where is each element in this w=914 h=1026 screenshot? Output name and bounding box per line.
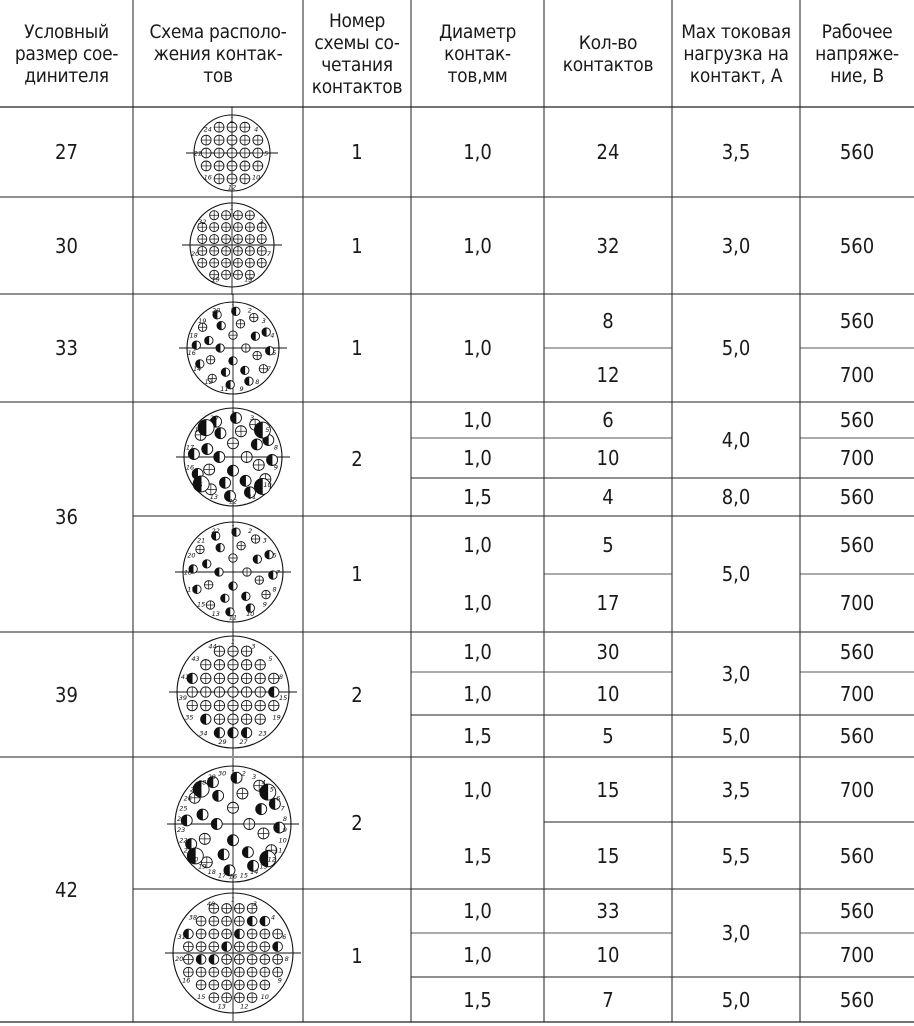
pin-number-label: 6 <box>282 932 287 941</box>
header-line: Условный <box>24 20 109 43</box>
pin-half-fill <box>256 804 262 815</box>
pin-half-fill <box>201 714 206 724</box>
pin-number-label: 16 <box>182 976 191 985</box>
pin-number-label: 29 <box>207 772 216 781</box>
voltage-cell: 560 <box>839 724 875 748</box>
voltage-cell: 700 <box>839 943 875 967</box>
pin-number-label: 43 <box>191 654 200 663</box>
diameter-cell: 1,5 <box>463 987 492 1012</box>
connector-diagram <box>163 754 303 894</box>
pin-number-label: 19 <box>211 275 220 284</box>
pin-number-label: 15 <box>197 993 206 1002</box>
diameter-cell: 1,0 <box>463 533 492 557</box>
current-cell: 3,0 <box>721 921 751 945</box>
header-line: тов,мм <box>447 64 508 87</box>
combo-cell: 1 <box>351 943 363 968</box>
pin-number-label: 13 <box>217 1002 226 1011</box>
pin-number-label: 20 <box>191 249 200 258</box>
count-cell: 5 <box>602 724 614 748</box>
pin-number-label: 13 <box>209 493 219 502</box>
count-cell: 6 <box>602 408 614 432</box>
pin-number-label: 39 <box>178 693 188 702</box>
header-line: контакт, А <box>689 64 783 87</box>
header-line: нагрузка на <box>683 42 789 65</box>
pin-number-label: 12 <box>204 377 213 386</box>
count-cell: 12 <box>596 363 620 387</box>
pin-number-label: 44 <box>208 642 217 651</box>
pin-number-label: 30 <box>218 769 227 778</box>
current-cell: 5,0 <box>721 987 751 1012</box>
pin-half-fill <box>215 428 220 439</box>
voltage-cell: 560 <box>839 533 875 557</box>
pin-number-label: 8 <box>272 585 277 594</box>
pin-number-label: 27 <box>239 737 248 746</box>
count-cell: 5 <box>602 533 614 557</box>
count-cell: 15 <box>596 777 620 802</box>
pin-number-label: 5 <box>272 348 277 357</box>
pin-number-label: 22 <box>211 526 220 535</box>
pin-half-fill <box>214 728 219 738</box>
current-cell: 5,0 <box>721 562 751 586</box>
diameter-cell: 1,5 <box>463 843 492 868</box>
pin-number-label: 15 <box>197 600 206 609</box>
pin-number-label: 3 <box>252 900 258 909</box>
count-cell: 7 <box>602 987 614 1012</box>
pin-number-label: 3 <box>261 316 266 325</box>
diameter-cell: 1,0 <box>463 777 492 802</box>
pin-number-label: 18 <box>183 568 193 577</box>
pin-number-label: 9 <box>262 600 267 609</box>
current-cell: 3,0 <box>721 661 751 686</box>
header-line: четания <box>321 53 393 76</box>
connector-diagram <box>165 624 301 760</box>
pin-number-label: 19 <box>198 862 207 871</box>
pin-number-label: 34 <box>199 729 208 738</box>
pin-number-label: 1 <box>230 409 236 418</box>
pin-half-fill <box>240 475 245 486</box>
pin-number-label: 4 <box>271 913 276 922</box>
pin-number-label: 19 <box>272 713 281 722</box>
pin-number-label: 12 <box>228 497 238 506</box>
pin-number-label: 18 <box>189 331 198 340</box>
pin-number-label: 41 <box>180 672 190 681</box>
pin-number-label: 25 <box>179 804 188 813</box>
header-line: контак- <box>444 42 511 65</box>
pin-half-fill <box>202 444 208 455</box>
count-cell: 24 <box>596 140 620 164</box>
pin-number-label: 35 <box>185 713 194 722</box>
pin-number-label: 32 <box>198 217 207 226</box>
pin-number-label: 12 <box>227 183 237 192</box>
pin-number-label: 5 <box>272 551 277 560</box>
diameter-cell: 1,0 <box>463 233 492 258</box>
header-line: Рабочее <box>821 20 893 43</box>
pin-number-label: 13 <box>259 862 268 871</box>
pin-number-label: 10 <box>260 993 269 1002</box>
pin-number-label: 17 <box>185 443 195 452</box>
count-cell: 8 <box>602 309 614 333</box>
pin-number-label: 8 <box>273 443 279 452</box>
header-combo <box>303 0 411 107</box>
size-cell: 30 <box>55 233 78 258</box>
pin-number-label: 11 <box>228 613 238 622</box>
header-combo-text <box>312 10 403 98</box>
voltage-cell: 560 <box>839 485 875 509</box>
current-cell: 3,5 <box>721 140 751 164</box>
combo-cell: 2 <box>351 682 363 707</box>
pin-number-label: 17 <box>218 871 227 880</box>
pin-number-label: 15 <box>278 693 288 702</box>
pin-number-label: 6 <box>276 794 281 803</box>
pin-number-label: 3 <box>262 536 267 545</box>
pin-half-fill <box>196 955 201 965</box>
pin-number-label: 11 <box>274 846 283 855</box>
combo-cell: 1 <box>351 140 363 164</box>
pin-number-label: 8 <box>255 377 260 386</box>
header-count <box>544 0 672 107</box>
header-line: контактов <box>562 53 654 76</box>
pin-number-label: 38 <box>188 913 198 922</box>
combo-cell: 1 <box>351 233 363 258</box>
pin-number-label: 5 <box>269 785 274 794</box>
pin-number-label: 19 <box>198 316 207 325</box>
diameter-cell: 1,0 <box>463 591 492 615</box>
pin-number-label: 15 <box>239 871 248 880</box>
diameter-cell: 1,0 <box>463 140 492 164</box>
header-line: тов <box>203 64 233 87</box>
voltage-cell: 560 <box>839 987 875 1012</box>
size-cell: 33 <box>55 336 78 360</box>
size-cell: 39 <box>55 682 78 707</box>
pin-number-label: 2 <box>247 306 252 315</box>
pin-half-fill <box>218 849 224 860</box>
pin-number-label: 5 <box>268 654 273 663</box>
pin-half-fill <box>228 728 233 738</box>
header-line: ние, В <box>830 64 884 87</box>
pin-number-label: 24 <box>176 815 186 824</box>
pin-number-label: 21 <box>193 149 202 158</box>
voltage-cell: 560 <box>839 843 875 868</box>
pin-half-fill <box>235 929 240 939</box>
pin-number-label: 28 <box>198 778 207 787</box>
pin-half-fill <box>211 819 216 830</box>
pin-half-fill <box>273 942 278 952</box>
diameter-cell: 1,0 <box>463 446 492 470</box>
header-scheme <box>133 0 303 107</box>
pin-half-fill <box>247 916 252 926</box>
pin-number-label: 5 <box>264 149 269 158</box>
pin-number-label: 4 <box>261 778 266 787</box>
header-line: Max токовая <box>681 20 791 43</box>
current-cell: 4,0 <box>721 428 751 452</box>
pin-number-label: 3 <box>252 772 257 781</box>
pin-number-label: 13 <box>244 275 253 284</box>
pin-number-label: 2 <box>248 526 253 535</box>
header-line: Кол-во <box>578 31 638 54</box>
count-cell: 33 <box>596 899 620 923</box>
pin-number-label: 3 <box>259 217 264 226</box>
pin-number-label: 9 <box>277 976 282 985</box>
header-line: Номер <box>328 9 386 32</box>
pin-number-label: 1 <box>229 115 235 124</box>
pin-number-label: 23 <box>258 729 267 738</box>
diameter-cell: 1,0 <box>463 681 492 706</box>
pin-number-label: 3 <box>250 413 255 422</box>
voltage-cell: 560 <box>839 309 875 333</box>
size-cell: 42 <box>55 877 78 902</box>
pin-number-label: 16 <box>187 348 196 357</box>
pin-half-fill <box>251 439 256 450</box>
header-line: Диаметр <box>438 20 517 43</box>
connector-diagram <box>178 191 286 299</box>
pin-number-label: 10 <box>278 836 287 845</box>
current-cell: 3,0 <box>721 233 751 258</box>
pin-number-label: 14 <box>250 868 259 877</box>
pin-half-fill <box>209 955 214 965</box>
current-cell: 5,5 <box>721 843 751 868</box>
header-diameter <box>411 0 544 107</box>
pin-number-label: 27 <box>190 785 199 794</box>
pin-number-label: 21 <box>197 536 206 545</box>
header-size <box>0 0 133 107</box>
voltage-cell: 560 <box>839 899 875 923</box>
pin-number-label: 29 <box>218 737 227 746</box>
combo-cell: 2 <box>351 811 363 835</box>
pin-half-fill <box>220 477 226 488</box>
pin-number-label: 1 <box>230 303 236 312</box>
current-cell: 5,0 <box>721 336 751 360</box>
header-line: жения контак- <box>153 42 283 65</box>
diameter-cell: 1,5 <box>463 485 492 509</box>
header-count-text <box>563 32 654 76</box>
connector-diagram <box>175 290 291 406</box>
pin-number-label: 1 <box>230 895 236 904</box>
pin-half-fill <box>269 687 274 697</box>
pin-number-label: 31 <box>177 932 186 941</box>
count-cell: 10 <box>596 943 620 967</box>
pin-number-label: 3 <box>251 642 256 651</box>
pin-number-label: 15 <box>194 480 203 489</box>
diameter-cell: 1,0 <box>463 640 492 664</box>
combo-cell: 1 <box>351 336 363 360</box>
count-cell: 30 <box>596 640 620 664</box>
pin-number-label: 1 <box>230 523 236 532</box>
pin-half-fill <box>260 916 265 926</box>
pin-half-fill <box>228 465 234 476</box>
header-current-text <box>681 21 791 87</box>
combo-cell: 2 <box>351 447 363 471</box>
pin-number-label: 16 <box>185 463 195 472</box>
size-cell: 27 <box>55 140 78 164</box>
pin-number-label: 18 <box>207 868 216 877</box>
pin-number-label: 20 <box>190 855 199 864</box>
voltage-cell: 700 <box>839 363 875 387</box>
pin-number-label: 22 <box>179 836 188 845</box>
header-scheme-text <box>149 21 286 87</box>
connector-diagram <box>182 103 282 203</box>
pin-half-fill <box>222 942 227 952</box>
pin-number-label: 7 <box>266 365 271 374</box>
combo-cell: 1 <box>351 562 363 586</box>
pin-number-label: 12 <box>267 855 276 864</box>
pin-half-fill <box>213 790 218 801</box>
pin-number-label: 1 <box>229 203 235 212</box>
header-voltage <box>800 0 914 107</box>
pin-number-label: 11 <box>247 493 257 502</box>
pin-number-label: 1 <box>230 768 236 777</box>
pin-number-label: 7 <box>275 568 281 577</box>
pin-number-label: 8 <box>278 672 284 681</box>
pin-number-label: 9 <box>239 384 244 393</box>
current-cell: 3,5 <box>721 777 751 802</box>
header-line: контактов <box>311 75 403 98</box>
header-line: напряже- <box>815 42 899 65</box>
voltage-cell: 560 <box>839 140 875 164</box>
pin-number-label: 14 <box>193 365 202 374</box>
voltage-cell: 560 <box>839 233 875 258</box>
diameter-cell: 1,0 <box>463 943 492 967</box>
pin-half-fill <box>197 809 203 820</box>
pin-number-label: 13 <box>211 610 220 619</box>
pin-half-fill <box>214 452 220 463</box>
pin-number-label: 19 <box>194 426 203 435</box>
pin-number-label: 16 <box>203 173 212 182</box>
pin-number-label: 4 <box>270 331 275 340</box>
current-cell: 5,0 <box>721 724 751 748</box>
voltage-cell: 700 <box>839 681 875 706</box>
header-line: размер сое- <box>14 42 119 65</box>
pin-number-label: 20 <box>212 306 221 315</box>
pin-number-label: 8 <box>282 815 287 824</box>
pin-number-label: 4 <box>254 125 259 134</box>
count-cell: 10 <box>596 681 620 706</box>
pin-number-label: 2 <box>241 769 246 778</box>
pin-half-fill <box>242 847 248 858</box>
diameter-cell: 1,5 <box>463 724 492 748</box>
pin-half-fill <box>267 454 272 465</box>
connector-diagram <box>171 510 295 634</box>
pin-number-label: 8 <box>284 955 289 964</box>
header-line: динителя <box>24 64 109 87</box>
pin-number-label: 16 <box>228 872 238 881</box>
connector-diagram <box>161 881 305 1025</box>
voltage-cell: 560 <box>839 640 875 664</box>
count-cell: 10 <box>596 446 620 470</box>
header-size-text <box>15 21 118 87</box>
header-line: схемы со- <box>314 31 400 54</box>
voltage-cell: 700 <box>839 591 875 615</box>
pin-half-fill <box>241 728 246 738</box>
diameter-cell: 1,0 <box>463 899 492 923</box>
voltage-cell: 700 <box>839 777 875 802</box>
pin-number-label: 5 <box>265 426 270 435</box>
voltage-cell: 560 <box>839 408 875 432</box>
pin-number-label: 40 <box>206 900 216 909</box>
pin-number-label: 21 <box>183 846 192 855</box>
voltage-cell: 700 <box>839 446 875 470</box>
pin-number-label: 12 <box>240 1002 249 1011</box>
size-cell: 36 <box>55 505 78 529</box>
header-diameter-text <box>439 21 516 87</box>
pin-number-label: 26 <box>183 794 192 803</box>
pin-number-label: 1 <box>230 638 236 647</box>
pin-number-label: 7 <box>280 804 285 813</box>
header-voltage-text <box>815 21 899 87</box>
pin-number-label: 9 <box>273 463 279 472</box>
header-current <box>672 0 800 107</box>
pin-number-label: 20 <box>187 551 196 560</box>
pin-number-label: 9 <box>282 825 287 834</box>
pin-number-label: 17 <box>187 585 196 594</box>
count-cell: 15 <box>596 843 620 868</box>
pin-number-label: 20 <box>209 413 219 422</box>
count-cell: 4 <box>602 485 614 509</box>
diameter-cell: 1,0 <box>463 336 492 360</box>
pin-number-label: 11 <box>220 384 229 393</box>
pin-number-label: 10 <box>252 173 261 182</box>
pin-half-fill <box>228 835 234 846</box>
pin-number-label: 23 <box>176 825 186 834</box>
pin-number-label: 24 <box>203 125 212 134</box>
count-cell: 32 <box>596 233 620 258</box>
pin-number-label: 20 <box>175 955 184 964</box>
header-line: Схема располо- <box>149 20 287 43</box>
pin-number-label: 7 <box>266 249 271 258</box>
pin-number-label: 10 <box>246 610 255 619</box>
count-cell: 17 <box>596 591 620 615</box>
diameter-cell: 1,0 <box>463 408 492 432</box>
connector-diagram <box>172 396 294 518</box>
current-cell: 8,0 <box>721 485 751 509</box>
pin-number-label: 10 <box>263 480 272 489</box>
